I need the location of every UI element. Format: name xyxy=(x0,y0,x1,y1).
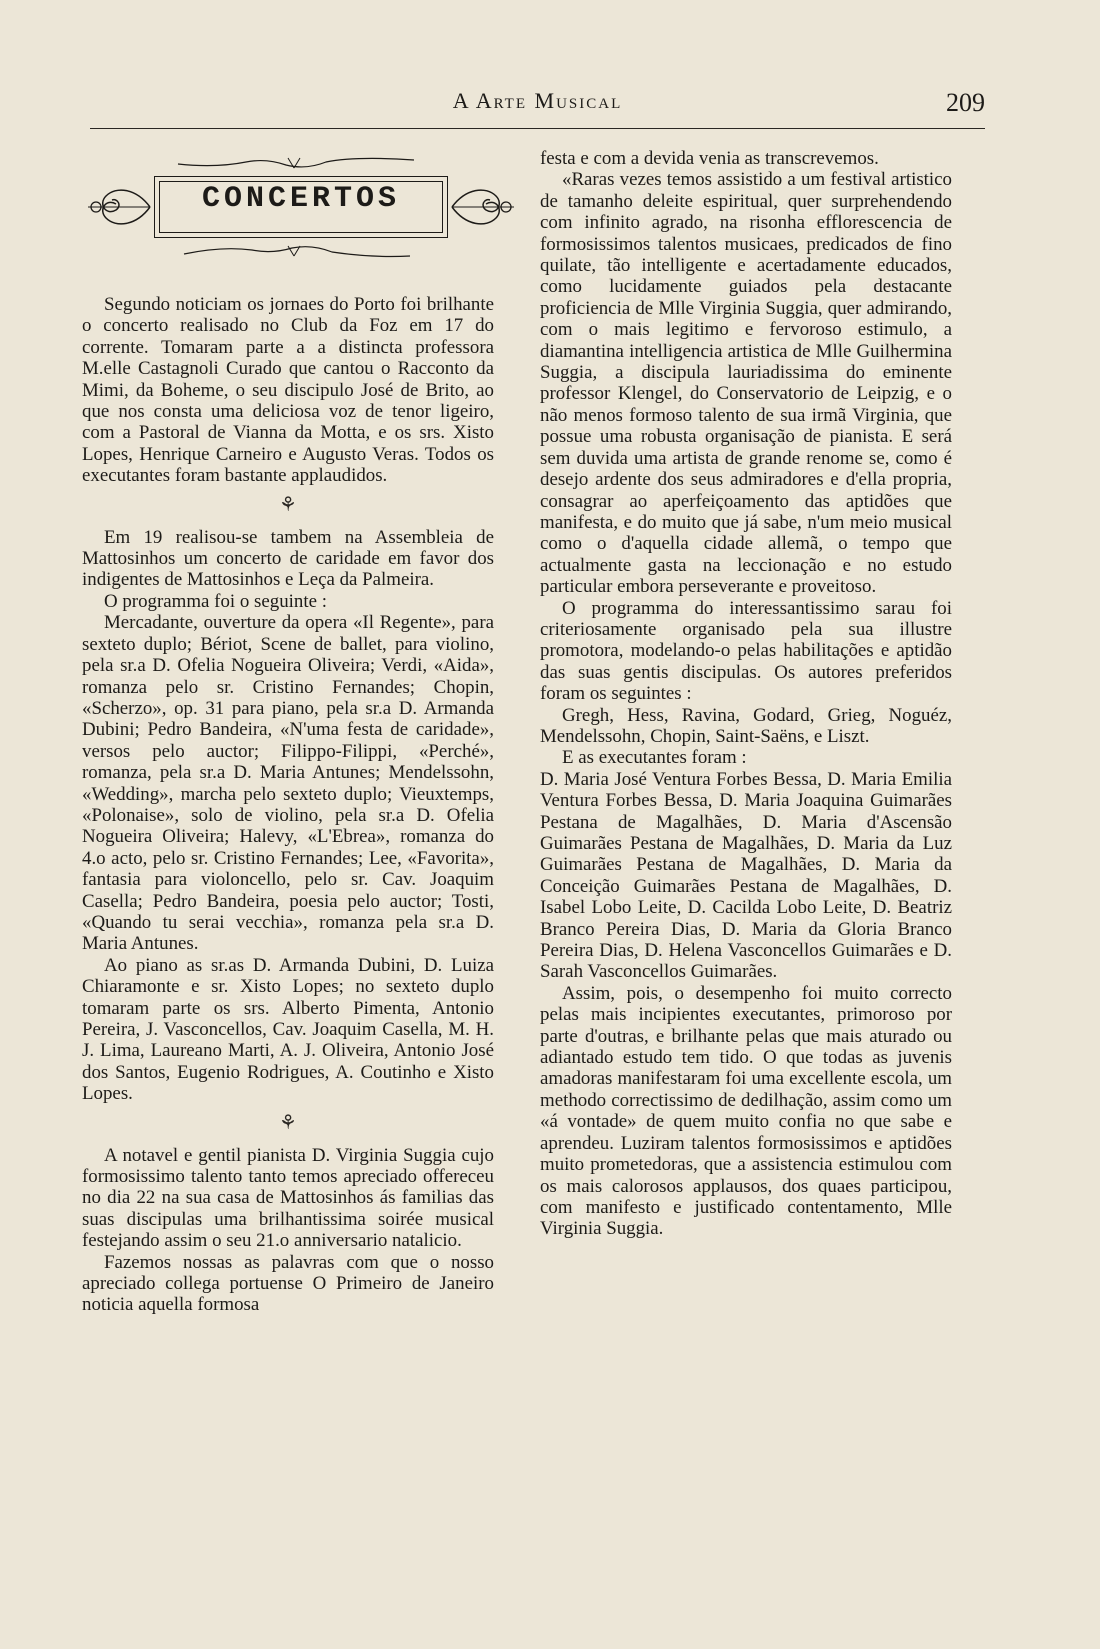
paragraph: Ao piano as sr.as D. Armanda Dubini, D. Luiza Chiaramonte e sr. Xisto Lopes; no sexteto duplo tomaram parte os srs. Alberto Pimenta, Antonio Pereira, J. Vasconcellos, Cav. Joaquim Casella, M. H. J. Lima, Laureano Marti, A. J. Oliveira, Antonio José dos Santos, Eugenio Rodrigues, A. Coutinho e Xisto Lopes. xyxy=(82,954,494,1105)
section-heading xyxy=(82,148,494,276)
paragraph: Segundo noticiam os jornaes do Porto foi brilhante o concerto realisado no Club da Foz em 17 do corrente. Tomaram parte a a distincta professora M.elle Castagnoli Curado que cantou o Racconto da Mimi, da Boheme, o seu discipulo José de Brito, ao que nos consta uma deliciosa voz de tenor ligeiro, com a Pastoral de Vianna da Motta, e os srs. Xisto Lopes, Henrique Carneiro e Augusto Veras. Todos os executantes foram bastante applaudidos. xyxy=(82,294,494,487)
paragraph: D. Maria José Ventura Forbes Bessa, D. Maria Emilia Ventura Forbes Bessa, D. Maria Joaquina Guimarães Pestana de Magalhães, D. Maria d'Ascensão Guimarães Pestana de Magalhães, D. Maria da Luz Guimarães Pestana de Magalhães, D. Maria da Conceição Guimarães Pestana de Magalhães, D. Isabel Lobo Leite, D. Cacilda Lobo Leite, D. Beatriz Branco Pereira Dias, D. Maria da Gloria Branco Pereira Dias, D. Helena Vasconcellos Guimarães e D. Sarah Vasconcellos Guimarães. xyxy=(540,768,952,983)
right-scroll-ornament xyxy=(450,182,516,232)
paragraph: Gregh, Hess, Ravina, Godard, Grieg, Noguéz, Mendelssohn, Chopin, Saint-Saëns, e Liszt. xyxy=(540,704,952,747)
paragraph: Fazemos nossas as palavras com que o nosso apreciado collega portuense O Primeiro de Janeiro noticia aquella formosa xyxy=(82,1251,494,1316)
paragraph: Mercadante, ouverture da opera «Il Regente», para sexteto duplo; Bériot, Scene de ballet, para violino, pela sr.a D. Ofelia Nogueira Oliveira; Verdi, «Aida», romanza pelo sr. Cristino Fernandes; Chopin, «Scherzo», op. 31 para piano, pela sr.a D. Armanda Dubini; Pedro Bandeira, «N'uma festa de caridade», versos pelo auctor; Filippo-Filippi, «Perché», romanza, pela sr.a D. Maria Antunes; Mendelssohn, «Wedding», marcha pelo sexteto duplo; Vieuxtemps, «Polonaise», solo de violino, pela sr.a D. Ofelia Nogueira Oliveira; Halevy, «L'Ebrea», romanza do 4.o acto, pelo sr. Cristino Fernandes; Lee, «Favorita», fantasia para violoncello, pelo sr. Cav. Joaquim Casella; Pedro Bandeira, poesia pelo auctor; Tosti, «Quando tu serai vecchia», romanza pela sr.a D. Maria Antunes. xyxy=(82,612,494,955)
paragraph: E as executantes foram : xyxy=(562,747,747,769)
left-column xyxy=(82,148,494,1316)
bottom-flourish-ornament xyxy=(182,244,412,258)
fleuron-ornament: ⚘ xyxy=(279,1111,297,1134)
paragraph: O programma foi o seguinte : xyxy=(104,590,327,612)
paragraph: Assim, pois, o desempenho foi muito correcto pelas mais incipientes executantes, primoroso por parte d'outras, e brilhante pelas que mais aturado ou adiantado estudo tem tido. O que todas as juvenis amadoras manifestaram foi uma excellente escola, um methodo correctissimo de dedilhação, assim como um «á vontade» de quem muito confia no que sabe e aprendeu. Luziram talentos formosissimos e aptidões muito prometedoras, que a assistencia estimulou com os mais calorosos applausos, dos quaes participou, com manifesto e justificado contentamento, Mlle Virginia Suggia. xyxy=(540,982,952,1240)
left-scroll-ornament xyxy=(86,182,152,232)
right-column xyxy=(540,148,952,1240)
journal-title: A Arte Musical xyxy=(452,88,623,113)
paragraph: O programma do interessantissimo sarau foi criteriosamente organisado pela sua illustre promotora, modelando-o pelas habilitações e aptidão das suas gentis discipulas. Os autores preferidos foram os seguintes : xyxy=(540,597,952,705)
paragraph: A notavel e gentil pianista D. Virginia Suggia cujo formosissimo talento tanto temos apreciado offereceu no dia 22 na sua casa de Mattosinhos ás familias das suas discipulas uma brilhantissima soirée musical festejando assim o seu 21.o anniversario natalicio. xyxy=(82,1144,494,1252)
top-flourish-ornament xyxy=(176,156,416,170)
paragraph: Em 19 realisou-se tambem na Assembleia de Mattosinhos um concerto de caridade em favor dos indigentes de Mattosinhos e Leça da Palmeira. xyxy=(82,526,494,591)
heading-frame xyxy=(154,176,448,238)
paragraph: «Raras vezes temos assistido a um festival artistico de tamanho deleite espiritual, quer surprehendendo com infinito agrado, na risonha efflorescencia de formosissimos talentos musicaes, predicados de fino quilate, tão intelligente e acertadamente educados, como lucidamente guiados pela destacante proficiencia de Mlle Virginia Suggia, quer admirando, com o mais legitimo e fervoroso estimulo, a diamantina intelligencia artistica de Mlle Guilhermina Suggia, a discipula lauriadissima do eminente professor Klengel, do Conservatorio de Leipzig, e o não menos formoso talento de sua irmã Virginia, que possue uma robusta organisação de pianista. E será sem duvida uma artista de grande renome se, como é desejo ardente dos seus admiradores e d'ella propria, consagrar ao aperfeiçoamento das aptidões que manifesta, e do muito que já sabe, n'um meio musical como o d'aquella cidade allemã, o tempo que actualmente gasta na leccionação e no estudo particular embora perseverante e proveitoso. xyxy=(540,169,952,598)
running-header xyxy=(90,88,985,129)
page-number: 209 xyxy=(946,88,985,117)
fleuron-ornament: ⚘ xyxy=(279,493,297,516)
paragraph: festa e com a devida venia as transcrevemos. xyxy=(540,148,879,169)
section-title: CONCERTOS xyxy=(201,182,401,216)
